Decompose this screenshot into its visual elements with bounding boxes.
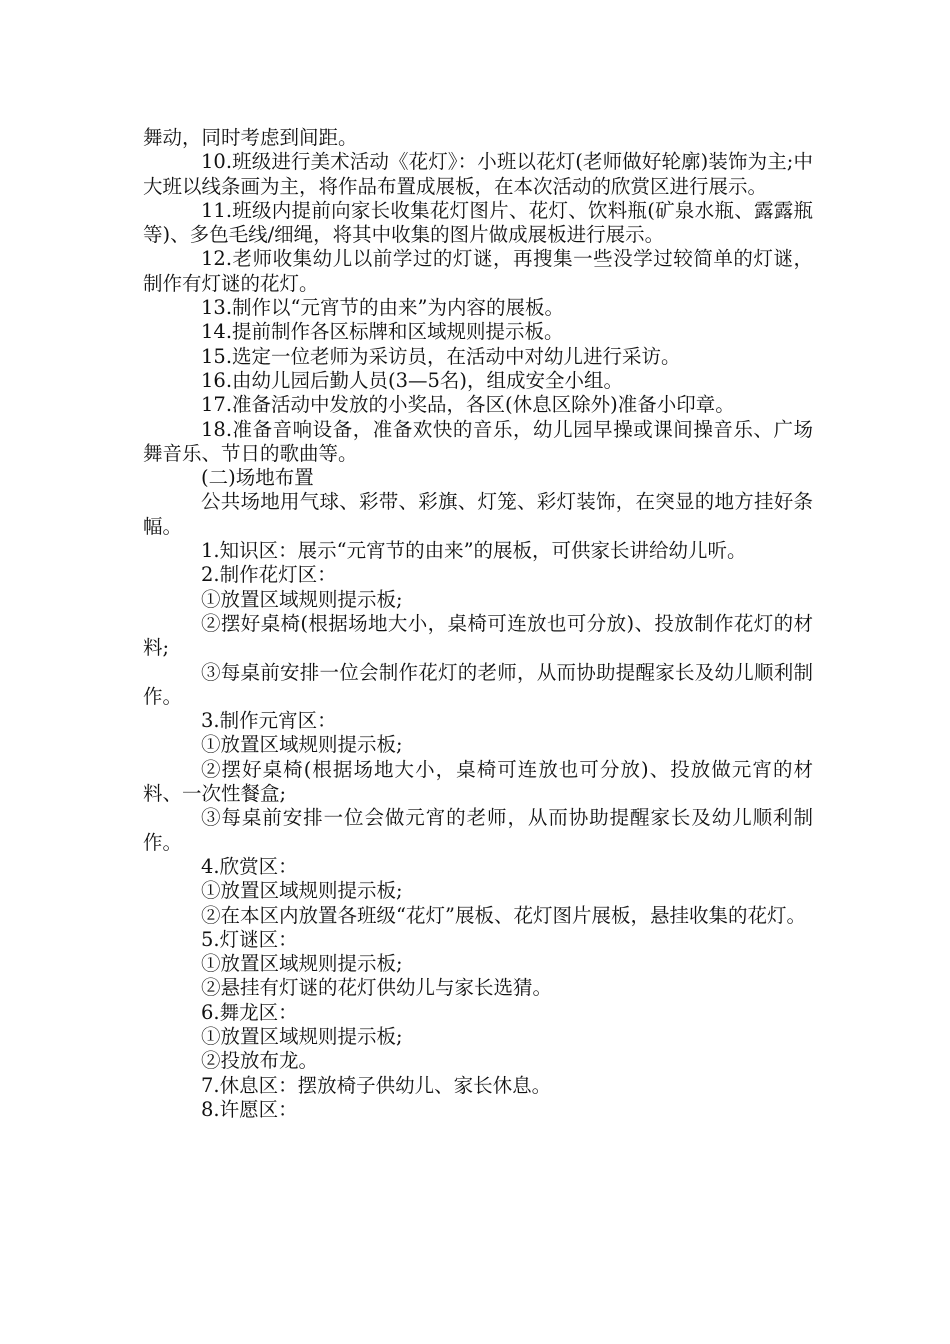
paragraph-item-11: 11.班级内提前向家长收集花灯图片、花灯、饮料瓶(矿泉水瓶、露露瓶等)、多色毛线/细绳，将其中收集的图片做成展板进行展示。	[143, 198, 813, 247]
zone-lantern-making-step-1: ①放置区域规则提示板;	[201, 587, 403, 611]
paragraph-item-14: 14.提前制作各区标牌和区域规则提示板。	[201, 320, 564, 344]
document-page	[143, 126, 813, 1122]
zone-yuanxiao-making: 3.制作元宵区：	[201, 709, 337, 733]
paragraph-item-18: 18.准备音响设备，准备欢快的音乐，幼儿园早操或课间操音乐、广场舞音乐、节日的歌曲等。	[143, 417, 813, 465]
zone-yuanxiao-making-step-1: ①放置区域规则提示板;	[201, 733, 403, 757]
zone-yuanxiao-making-step-2: ②摆好桌椅(根据场地大小，桌椅可连放也可分放)、投放做元宵的材料、一次性餐盒;	[143, 757, 813, 806]
zone-appreciation-step-2: ②在本区内放置各班级“花灯”展板、花灯图片展板，悬挂收集的花灯。	[201, 903, 806, 927]
section-heading-venue: (二)场地布置	[201, 466, 314, 490]
zone-dragon-dance-step-2: ②投放布龙。	[201, 1049, 319, 1073]
paragraph-item-13: 13.制作以“元宵节的由来”为内容的展板。	[201, 296, 564, 320]
zone-yuanxiao-making-step-3: ③每桌前安排一位会做元宵的老师，从而协助提醒家长及幼儿顺利制作。	[143, 806, 813, 854]
zone-dragon-dance-step-1: ①放置区域规则提示板;	[201, 1024, 403, 1048]
paragraph-item-15: 15.选定一位老师为采访员，在活动中对幼儿进行采访。	[201, 344, 681, 368]
zone-dragon-dance: 6.舞龙区：	[201, 1000, 298, 1024]
zone-appreciation: 4.欣赏区：	[201, 854, 298, 878]
zone-lantern-making-step-2: ②摆好桌椅(根据场地大小，桌椅可连放也可分放)、投放制作花灯的材料;	[143, 611, 813, 660]
zone-riddle: 5.灯谜区：	[201, 927, 298, 951]
paragraph-item-10: 10.班级进行美术活动《花灯》：小班以花灯(老师做好轮廓)装饰为主;中大班以线条画为主，将作品布置成展板，在本次活动的欣赏区进行展示。	[143, 150, 813, 198]
zone-riddle-step-2: ②悬挂有灯谜的花灯供幼儿与家长选猜。	[201, 976, 553, 1000]
paragraph-public-venue: 公共场地用气球、彩带、彩旗、灯笼、彩灯装饰，在突显的地方挂好条幅。	[143, 490, 813, 538]
zone-lantern-making: 2.制作花灯区：	[201, 563, 337, 587]
zone-rest: 7.休息区：摆放椅子供幼儿、家长休息。	[201, 1073, 552, 1097]
paragraph-item-12: 12.老师收集幼儿以前学过的灯谜，再搜集一些没学过较简单的灯谜，制作有灯谜的花灯。	[143, 247, 813, 295]
zone-appreciation-step-1: ①放置区域规则提示板;	[201, 879, 403, 903]
paragraph-continuation: 舞动，同时考虑到间距。	[143, 126, 358, 149]
zone-knowledge: 1.知识区：展示“元宵节的由来”的展板，可供家长讲给幼儿听。	[201, 539, 747, 563]
zone-riddle-step-1: ①放置区域规则提示板;	[201, 952, 403, 976]
zone-lantern-making-step-3: ③每桌前安排一位会制作花灯的老师，从而协助提醒家长及幼儿顺利制作。	[143, 660, 813, 708]
paragraph-item-17: 17.准备活动中发放的小奖品，各区(休息区除外)准备小印章。	[201, 393, 735, 417]
zone-wishing: 8.许愿区：	[201, 1097, 298, 1121]
paragraph-item-16: 16.由幼儿园后勤人员(3—5名)，组成安全小组。	[201, 368, 624, 392]
